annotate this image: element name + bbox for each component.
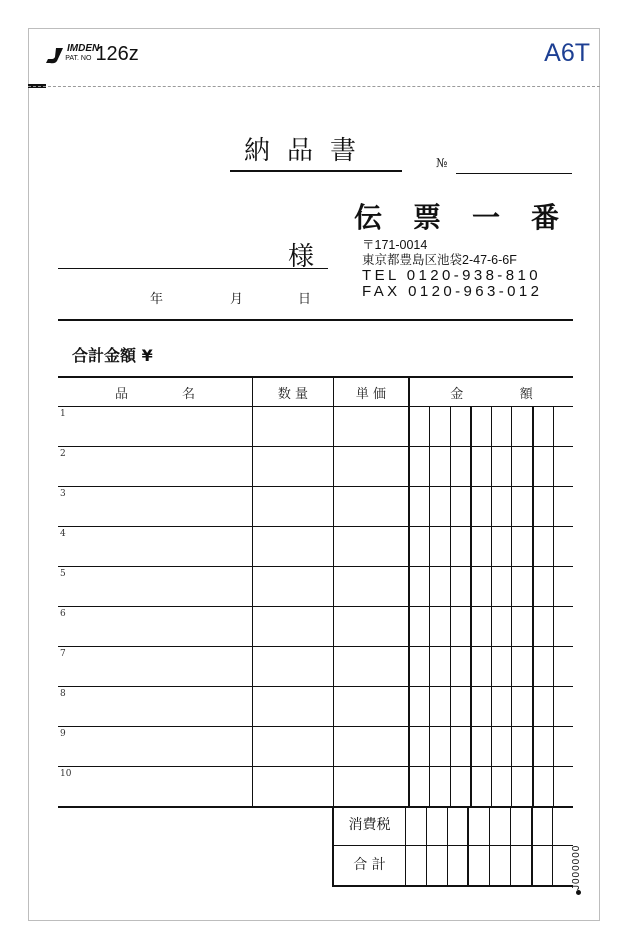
brand-block [44, 40, 139, 64]
amount-cell[interactable] [409, 607, 573, 647]
item-name-cell[interactable] [58, 607, 253, 647]
issuer-tel: TEL 0120-938-810 [362, 267, 541, 284]
quantity-cell[interactable] [253, 487, 334, 527]
tax-amount-field[interactable] [406, 806, 573, 845]
amount-cell[interactable] [409, 447, 573, 487]
date-row[interactable] [58, 288, 328, 308]
amount-cell[interactable] [409, 527, 573, 567]
item-name-cell[interactable] [58, 567, 253, 607]
header-amount-2: 額 [519, 386, 533, 402]
tax-row [332, 806, 573, 846]
item-name-cell[interactable] [58, 687, 253, 727]
unit-price-cell[interactable] [334, 527, 410, 567]
serial-number: J000000 [571, 844, 582, 890]
unit-price-cell[interactable] [334, 607, 410, 647]
table-row [58, 687, 573, 727]
amount-cell[interactable] [409, 647, 573, 687]
unit-price-cell[interactable] [334, 727, 410, 767]
tax-label: 消費税 [332, 806, 406, 845]
unit-price-cell[interactable] [334, 487, 410, 527]
row-number: 5 [60, 569, 66, 579]
header-item-name-1: 品 [114, 386, 128, 402]
perforation-line [28, 86, 600, 87]
unit-price-cell[interactable] [334, 687, 410, 727]
header-amount-1: 金 [450, 386, 464, 402]
item-name-cell[interactable] [58, 447, 253, 487]
brand-maker: IMDEN [67, 43, 100, 54]
row-number: 4 [60, 529, 66, 539]
issuer-info [362, 238, 542, 300]
table-row [58, 487, 573, 527]
row-number: 8 [60, 689, 66, 699]
issuer-address: 東京都豊島区池袋2-47-6-6F [362, 253, 517, 267]
quantity-cell[interactable] [253, 567, 334, 607]
grand-total-amount-field[interactable] [406, 846, 573, 885]
unit-price-cell[interactable] [334, 767, 410, 808]
header-quantity: 数 量 [253, 377, 334, 407]
serial-dot-icon [576, 890, 581, 895]
honorific: 様 [288, 242, 315, 272]
row-number: 3 [60, 489, 66, 499]
table-row [58, 407, 573, 447]
form-code: A6T [544, 39, 590, 67]
amount-cell[interactable] [409, 727, 573, 767]
row-number: 1 [60, 409, 66, 419]
table-row [58, 607, 573, 647]
quantity-cell[interactable] [253, 447, 334, 487]
amount-cell[interactable] [409, 767, 573, 808]
number-field[interactable] [456, 173, 572, 174]
unit-price-cell[interactable] [334, 567, 410, 607]
header-amount [409, 377, 573, 407]
total-amount-label: 合計金額 ¥ [72, 346, 153, 365]
product-code: 126z [95, 43, 139, 65]
quantity-cell[interactable] [253, 687, 334, 727]
year-label: 年 [150, 292, 164, 307]
unit-price-cell[interactable] [334, 407, 410, 447]
row-number: 6 [60, 609, 66, 619]
amount-cell[interactable] [409, 487, 573, 527]
header-item-name [58, 377, 253, 407]
item-name-cell[interactable] [58, 727, 253, 767]
amount-cell[interactable] [409, 687, 573, 727]
item-name-cell[interactable] [58, 487, 253, 527]
row-number: 2 [60, 449, 66, 459]
issuer-postal: 〒171-0014 [362, 238, 428, 252]
issuer-fax: FAX 0120-963-012 [362, 283, 543, 300]
header-rule [58, 319, 573, 321]
items-table [58, 376, 573, 808]
table-row [58, 567, 573, 607]
issuer-name: 伝票一番 [354, 201, 591, 234]
amount-cell[interactable] [409, 567, 573, 607]
quantity-cell[interactable] [253, 607, 334, 647]
grand-total-row [332, 846, 573, 887]
quantity-cell[interactable] [253, 647, 334, 687]
item-name-cell[interactable] [58, 407, 253, 447]
grand-total-label: 合 計 [332, 846, 406, 885]
table-row [58, 727, 573, 767]
item-name-cell[interactable] [58, 647, 253, 687]
unit-price-cell[interactable] [334, 447, 410, 487]
row-number: 7 [60, 649, 66, 659]
quantity-cell[interactable] [253, 407, 334, 447]
brand-patent: PAT. NO [65, 55, 92, 62]
table-row [58, 647, 573, 687]
row-number: 9 [60, 729, 66, 739]
item-name-cell[interactable] [58, 767, 253, 808]
quantity-cell[interactable] [253, 767, 334, 808]
number-label: № [436, 156, 448, 170]
document-title: 納品書 [230, 134, 402, 172]
table-row [58, 767, 573, 808]
item-name-cell[interactable] [58, 527, 253, 567]
row-number: 10 [60, 769, 72, 779]
brand-logo-icon [44, 46, 66, 64]
month-label: 月 [230, 292, 244, 307]
quantity-cell[interactable] [253, 727, 334, 767]
summary-block [332, 806, 573, 887]
recipient-field[interactable] [58, 268, 328, 269]
unit-price-cell[interactable] [334, 647, 410, 687]
table-row [58, 447, 573, 487]
header-item-name-2: 名 [181, 386, 195, 402]
table-row [58, 527, 573, 567]
quantity-cell[interactable] [253, 527, 334, 567]
header-unit-price: 単 価 [334, 377, 410, 407]
day-label: 日 [298, 292, 312, 307]
amount-cell[interactable] [409, 407, 573, 447]
